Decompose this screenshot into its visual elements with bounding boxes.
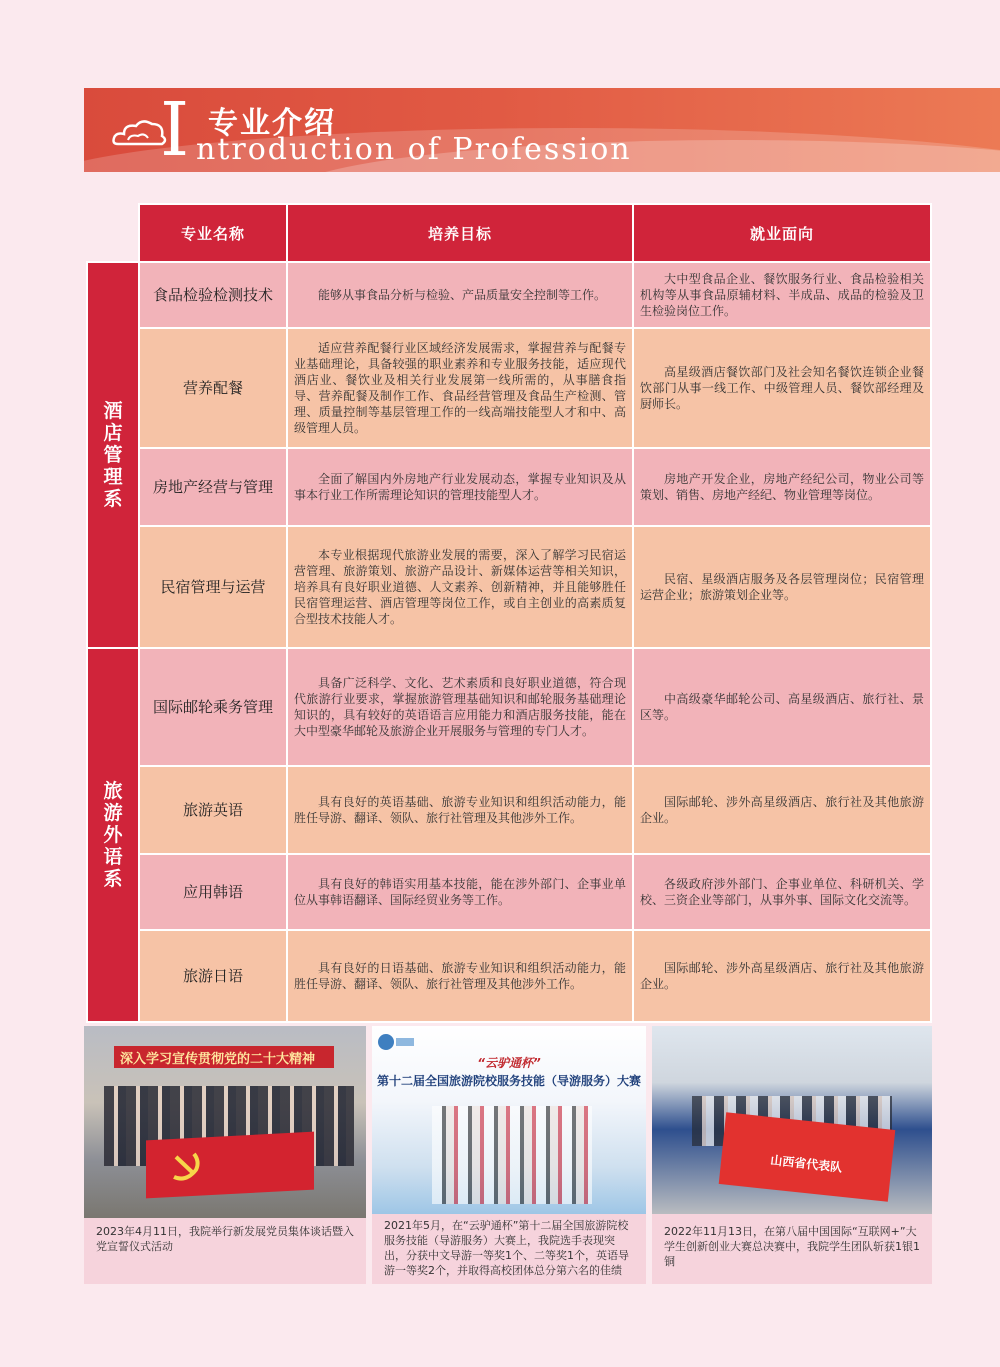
major-goal: 具有良好的韩语实用基本技能，能在涉外部门、企事业单位从事韩语翻译、国际经贸业务等工作。 bbox=[287, 854, 633, 930]
party-flag bbox=[146, 1132, 314, 1199]
photo-contest-title: 第十二届全国旅游院校服务技能（导游服务）大赛 bbox=[376, 1074, 641, 1088]
major-employment: 高星级酒店餐饮部门及社会知名餐饮连锁企业餐饮部门从事一线工作、中级管理人员、餐饮部经理及厨师长。 bbox=[633, 328, 931, 448]
photo-caption: 2021年5月，在“云驴通杯”第十二届全国旅游院校服务技能（导游服务）大赛上，我院选手表现突出，分获中文导游一等奖1个、二等奖1个，英语导游一等奖2个，并取得高校团体总分第六名的佳绩 bbox=[384, 1219, 629, 1277]
major-goal: 具有良好的日语基础、旅游专业知识和组织活动能力，能胜任导游、翻译、领队、旅行社管理及其他涉外工作。 bbox=[287, 930, 633, 1022]
photo-contest-sub: “云驴通杯” bbox=[477, 1056, 541, 1070]
logo-icon bbox=[376, 1032, 416, 1052]
table-row bbox=[87, 766, 931, 854]
major-name: 旅游英语 bbox=[139, 766, 287, 854]
major-employment: 房地产开发企业，房地产经纪公司，物业公司等策划、销售、房地产经纪、物业管理等岗位。 bbox=[633, 448, 931, 526]
section-banner bbox=[84, 88, 1000, 172]
major-employment: 民宿、星级酒店服务及各层管理岗位；民宿管理运营企业；旅游策划企业等。 bbox=[633, 526, 931, 648]
tour-guide-contest-photo bbox=[372, 1026, 646, 1214]
photo-card bbox=[84, 1026, 366, 1284]
major-name: 食品检验检测技术 bbox=[139, 262, 287, 328]
table-row bbox=[87, 526, 931, 648]
flag-text: 山西省代表队 bbox=[769, 1153, 843, 1175]
table-row bbox=[87, 328, 931, 448]
major-goal: 全面了解国内外房地产行业发展动态，掌握专业知识及从事本行业工作所需理论知识的管理技能型人才。 bbox=[287, 448, 633, 526]
major-employment: 国际邮轮、涉外高星级酒店、旅行社及其他旅游企业。 bbox=[633, 766, 931, 854]
majors-table bbox=[86, 203, 932, 1023]
major-goal: 能够从事食品分析与检验、产品质量安全控制等工作。 bbox=[287, 262, 633, 328]
header-goal: 培养目标 bbox=[287, 204, 633, 262]
table-row bbox=[87, 448, 931, 526]
table-row bbox=[87, 854, 931, 930]
major-goal: 适应营养配餐行业区域经济发展需求，掌握营养与配餐专业基础理论，具备较强的职业素养和专业服务技能，适应现代酒店业、餐饮业及相关行业发展第一线所需的，从事膳食指导、营养配餐及制作工作、食品经营管理及食品生产检测、管理、质量控制等基层管理工作的一线高端技能型人才和中、高级管理人员。 bbox=[287, 328, 633, 448]
major-goal: 具有良好的英语基础、旅游专业知识和组织活动能力，能胜任导游、翻译、领队、旅行社管理及其他涉外工作。 bbox=[287, 766, 633, 854]
major-name: 旅游日语 bbox=[139, 930, 287, 1022]
major-employment: 各级政府涉外部门、企事业单位、科研机关、学校、三资企业等部门，从事外事、国际文化交流等。 bbox=[633, 854, 931, 930]
department-name: 旅游外语系 bbox=[103, 780, 123, 890]
party-oath-photo bbox=[84, 1026, 366, 1218]
department-cell bbox=[87, 262, 139, 648]
photo-contestants bbox=[432, 1106, 592, 1204]
header-major-name: 专业名称 bbox=[139, 204, 287, 262]
photo-caption: 2022年11月13日，在第八届中国国际“互联网+”大学生创新创业大赛总决赛中，我院学生团队斩获1银1铜 bbox=[664, 1225, 920, 1268]
photo-caption: 2023年4月11日，我院举行新发展党员集体谈话暨入党宣誓仪式活动 bbox=[96, 1225, 354, 1253]
table-row bbox=[87, 930, 931, 1022]
photo-card bbox=[652, 1026, 932, 1284]
hammer-sickle-icon bbox=[166, 1145, 206, 1187]
major-employment: 大中型食品企业、餐饮服务行业、食品检验相关机构等从事食品原辅材料、半成品、成品的检验及卫生检验岗位工作。 bbox=[633, 262, 931, 328]
department-cell bbox=[87, 648, 139, 1022]
major-goal: 本专业根据现代旅游业发展的需要，深入了解学习民宿运营管理、旅游策划、旅游产品设计、新媒体运营等相关知识，培养具有良好职业道德、人文素养、创新精神，并且能够胜任民宿管理运营、酒店管理等岗位工作，或自主创业的高素质复合型技术技能人才。 bbox=[287, 526, 633, 648]
header-corner bbox=[87, 204, 139, 262]
major-name: 房地产经营与管理 bbox=[139, 448, 287, 526]
major-name: 民宿管理与运营 bbox=[139, 526, 287, 648]
banner-initial: I bbox=[160, 88, 190, 172]
major-name: 国际邮轮乘务管理 bbox=[139, 648, 287, 766]
department-name: 酒店管理系 bbox=[103, 400, 123, 510]
banner-title-cn: 专业介绍 bbox=[208, 106, 336, 141]
major-name: 应用韩语 bbox=[139, 854, 287, 930]
major-employment: 中高级豪华邮轮公司、高星级酒店、旅行社、景区等。 bbox=[633, 648, 931, 766]
table-header-row bbox=[87, 204, 931, 262]
photo-card bbox=[372, 1026, 646, 1284]
header-employment: 就业面向 bbox=[633, 204, 931, 262]
banner-title-en: ntroduction of Profession bbox=[196, 132, 632, 167]
major-goal: 具备广泛科学、文化、艺术素质和良好职业道德，符合现代旅游行业要求，掌握旅游管理基础知识和邮轮服务基础理论知识的，具有较好的英语语言应用能力和酒店服务技能，能在大中型豪华邮轮及旅游企业开展服务与管理的专门人才。 bbox=[287, 648, 633, 766]
innovation-contest-photo bbox=[652, 1026, 932, 1214]
table-row bbox=[87, 648, 931, 766]
photo-banner-text: 深入学习宣传贯彻党的二十大精神 bbox=[120, 1052, 316, 1067]
table-row bbox=[87, 262, 931, 328]
major-name: 营养配餐 bbox=[139, 328, 287, 448]
major-employment: 国际邮轮、涉外高星级酒店、旅行社及其他旅游企业。 bbox=[633, 930, 931, 1022]
